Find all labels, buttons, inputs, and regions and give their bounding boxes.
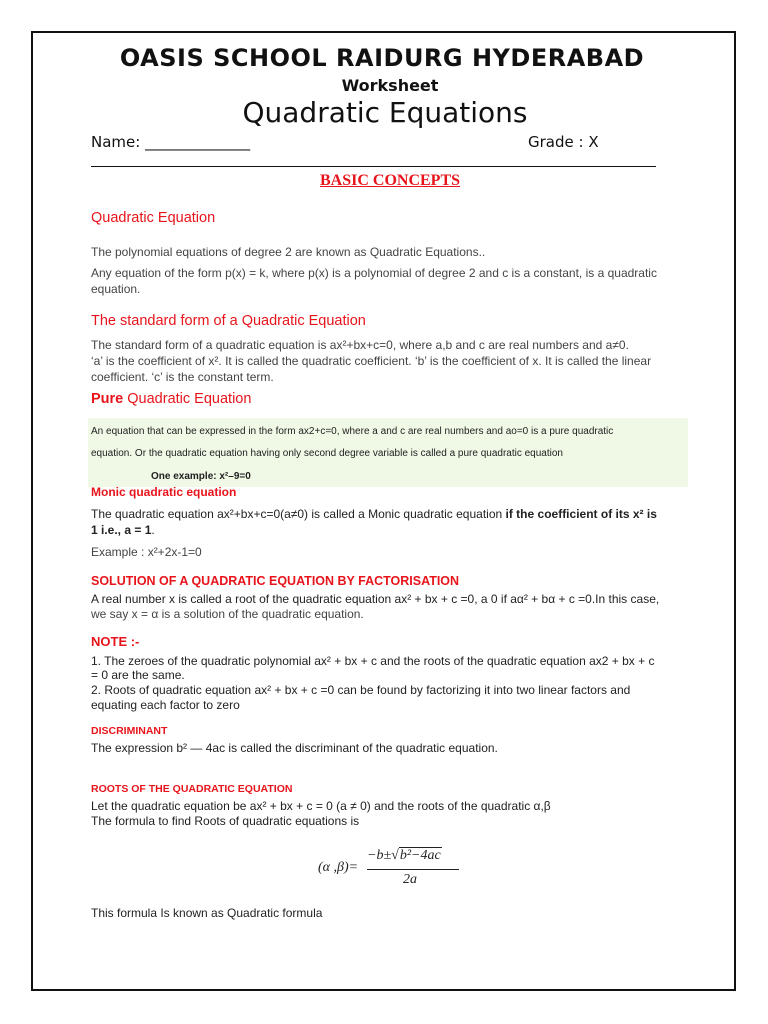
pure-definition-line1: An equation that can be expressed in the form ax2+c=0, where a and c are real numbers and ao=0 is a pure quadratic: [91, 426, 614, 437]
pure-heading-rest: Quadratic Equation: [123, 391, 252, 407]
formula-closing: This formula Is known as Quadratic formula: [91, 906, 323, 920]
roots-heading: ROOTS OF THE QUADRATIC EQUATION: [91, 783, 293, 795]
monic-line2-tail: .: [151, 523, 155, 537]
pure-example: One example: x²–9=0: [151, 471, 251, 482]
note-line4: equating each factor to zero: [91, 698, 240, 712]
monic-line1: [91, 507, 657, 523]
roots-line1: Let the quadratic equation be ax² + bx + c = 0 (a ≠ 0) and the roots of the quadratic α,β: [91, 799, 551, 813]
pure-definition-line2: equation. Or the quadratic equation having only second degree variable is called a pure quadratic equation: [91, 448, 563, 459]
quadratic-equation-definition: The polynomial equations of degree 2 are known as Quadratic Equations..: [91, 245, 486, 259]
header-divider: [91, 166, 656, 167]
standard-form-line3: coefficient. ‘c’ is the constant term.: [91, 370, 274, 384]
fraction-bar: [367, 869, 459, 870]
formula-numerator: [367, 848, 442, 864]
quadratic-equation-form-line1: Any equation of the form p(x) = k, where p(x) is a polynomial of degree 2 and c is a constant, is a quadratic: [91, 266, 657, 280]
quadratic-equation-heading: Quadratic Equation: [91, 210, 216, 226]
formula-radicand: b²−4ac: [399, 848, 441, 863]
monic-heading: Monic quadratic equation: [91, 485, 237, 499]
section-title: BASIC CONCEPTS: [319, 172, 461, 189]
school-name: OASIS SCHOOL RAIDURG HYDERABAD: [119, 44, 645, 72]
solution-heading: SOLUTION OF A QUADRATIC EQUATION BY FACTORISATION: [91, 574, 460, 588]
solution-line2: we say x = α is a solution of the quadratic equation.: [91, 607, 364, 621]
standard-form-line2: ‘a’ is the coefficient of x². It is called the quadratic coefficient. ‘b’ is the coefficient of x. It is called the linear: [91, 354, 652, 368]
solution-line1: A real number x is called a root of the quadratic equation ax² + bx + c =0, a 0 if aα² + bα + c =0.In this case,: [91, 592, 660, 606]
formula-lhs: (α ,β)=: [318, 860, 359, 875]
monic-line2-bold: 1 i.e., a = 1: [91, 523, 152, 537]
topic-title: Quadratic Equations: [242, 96, 528, 129]
note-line3: 2. Roots of quadratic equation ax² + bx + c =0 can be found by factorizing it into two linear factors and: [91, 683, 631, 697]
note-line2: = 0 are the same.: [91, 668, 185, 682]
note-line1: 1. The zeroes of the quadratic polynomial ax² + bx + c and the roots of the quadratic equation ax2 + bx + c: [91, 654, 655, 668]
pure-heading: [91, 391, 251, 407]
standard-form-line1: The standard form of a quadratic equation is ax²+bx+c=0, where a,b and c are real numbers and a≠0.: [91, 338, 629, 352]
grade-label: Grade : X: [528, 133, 599, 151]
discriminant-heading: DISCRIMINANT: [91, 725, 168, 737]
monic-line1-text: The quadratic equation ax²+bx+c=0(a≠0) is called a Monic quadratic equation: [91, 507, 506, 521]
formula-numerator-text: −b±: [367, 848, 392, 863]
worksheet-label: Worksheet: [341, 76, 439, 95]
monic-example: Example : x²+2x-1=0: [91, 545, 202, 559]
quadratic-equation-form-line2: equation.: [91, 282, 141, 296]
standard-form-heading: The standard form of a Quadratic Equation: [91, 313, 366, 329]
monic-line1-bold: if the coefficient of its x² is: [505, 507, 657, 521]
monic-line2: [91, 523, 155, 539]
name-field: Name: ______________: [91, 133, 251, 151]
sqrt-icon: √: [391, 848, 399, 863]
note-heading: NOTE :-: [91, 634, 140, 649]
roots-line2: The formula to find Roots of quadratic equations is: [91, 814, 360, 828]
pure-heading-bold: Pure: [91, 391, 124, 407]
formula-denominator: 2a: [403, 872, 417, 887]
discriminant-line1: The expression b² — 4ac is called the discriminant of the quadratic equation.: [91, 741, 498, 755]
